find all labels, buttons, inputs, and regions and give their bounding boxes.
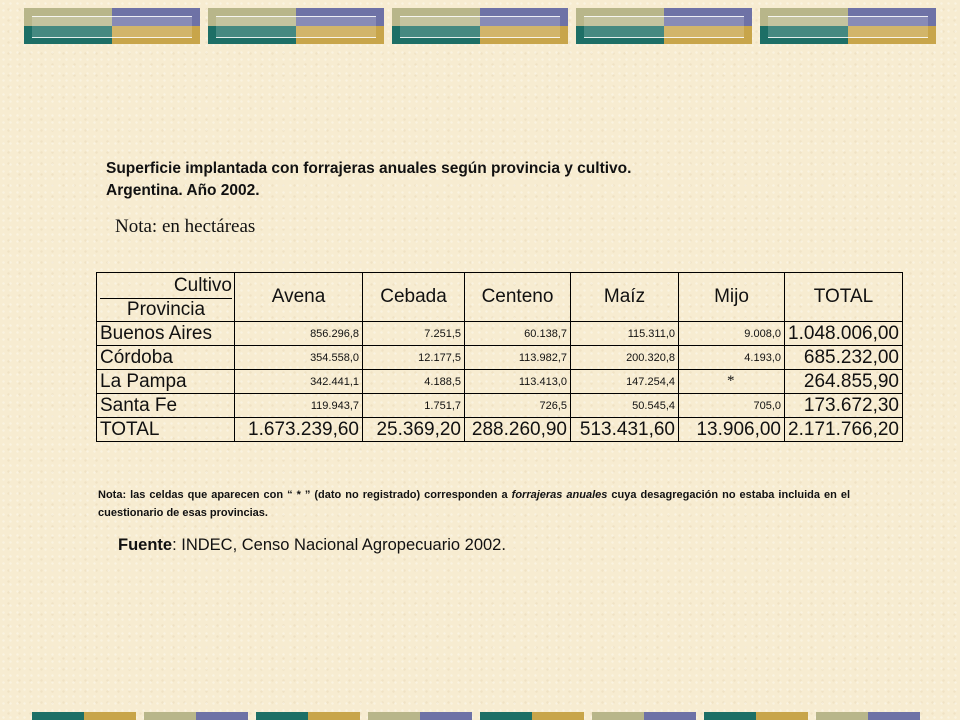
column-header: Mijo xyxy=(679,273,785,322)
value-cell: 342.441,1 xyxy=(235,370,363,394)
value-cell: 113.413,0 xyxy=(465,370,571,394)
value-cell: 705,0 xyxy=(679,394,785,418)
province-cell: Buenos Aires xyxy=(97,322,235,346)
grand-total-cell: 2.171.766,20 xyxy=(785,418,903,442)
total-cell: 1.673.239,60 xyxy=(235,418,363,442)
top-decorative-band xyxy=(0,8,960,44)
value-cell: 9.008,0 xyxy=(679,322,785,346)
total-cell: 13.906,00 xyxy=(679,418,785,442)
row-total-cell: 264.855,90 xyxy=(785,370,903,394)
page-title xyxy=(106,158,806,202)
value-cell: 4.188,5 xyxy=(363,370,465,394)
value-cell: 354.558,0 xyxy=(235,346,363,370)
table-row xyxy=(97,394,903,418)
source-label: Fuente xyxy=(118,536,173,554)
decor-block xyxy=(208,8,384,44)
value-cell: 12.177,5 xyxy=(363,346,465,370)
header-provincia: Provincia xyxy=(100,298,232,321)
not-recorded-cell: * xyxy=(679,370,785,394)
value-cell: 7.251,5 xyxy=(363,322,465,346)
total-cell: 25.369,20 xyxy=(363,418,465,442)
decor-block xyxy=(24,8,200,44)
footnote-text-end: cuya desagregación no estaba incluida en el cuestionario de esas provincias. xyxy=(98,489,851,519)
table-header-row xyxy=(97,273,903,322)
province-cell: Córdoba xyxy=(97,346,235,370)
value-cell: 200.320,8 xyxy=(571,346,679,370)
decor-block xyxy=(392,8,568,44)
table-row xyxy=(97,370,903,394)
corner-header xyxy=(97,273,235,322)
bottom-decorative-band xyxy=(0,712,960,720)
title-line-2: Argentina. Año 2002. xyxy=(106,182,260,199)
row-total-cell: 1.048.006,00 xyxy=(785,322,903,346)
table-row xyxy=(97,346,903,370)
total-label-cell: TOTAL xyxy=(97,418,235,442)
value-cell: 856.296,8 xyxy=(235,322,363,346)
data-table xyxy=(96,272,903,442)
footnote xyxy=(98,486,850,522)
header-cultivo: Cultivo xyxy=(173,275,232,296)
footnote-text: Nota: las celdas que aparecen con “ * ” (dato no registrado) corresponden a xyxy=(98,489,512,501)
value-cell: 1.751,7 xyxy=(363,394,465,418)
row-total-cell: 173.672,30 xyxy=(785,394,903,418)
value-cell: 60.138,7 xyxy=(465,322,571,346)
column-header: TOTAL xyxy=(785,273,903,322)
column-header: Avena xyxy=(235,273,363,322)
column-header: Cebada xyxy=(363,273,465,322)
table-row xyxy=(97,322,903,346)
value-cell: 119.943,7 xyxy=(235,394,363,418)
source-line xyxy=(118,536,506,555)
total-cell: 513.431,60 xyxy=(571,418,679,442)
decor-block xyxy=(760,8,936,44)
column-header: Centeno xyxy=(465,273,571,322)
total-cell: 288.260,90 xyxy=(465,418,571,442)
footnote-italic: forrajeras anuales xyxy=(511,489,608,501)
value-cell: 4.193,0 xyxy=(679,346,785,370)
column-header: Maíz xyxy=(571,273,679,322)
value-cell: 50.545,4 xyxy=(571,394,679,418)
decor-block xyxy=(576,8,752,44)
province-cell: La Pampa xyxy=(97,370,235,394)
units-note: Nota: en hectáreas xyxy=(115,216,256,237)
row-total-cell: 685.232,00 xyxy=(785,346,903,370)
value-cell: 113.982,7 xyxy=(465,346,571,370)
value-cell: 726,5 xyxy=(465,394,571,418)
value-cell: 115.311,0 xyxy=(571,322,679,346)
province-cell: Santa Fe xyxy=(97,394,235,418)
source-text: : INDEC, Censo Nacional Agropecuario 2002. xyxy=(172,536,506,554)
value-cell: 147.254,4 xyxy=(571,370,679,394)
table-total-row xyxy=(97,418,903,442)
title-line-1: Superficie implantada con forrajeras anuales según provincia y cultivo. xyxy=(106,160,632,177)
